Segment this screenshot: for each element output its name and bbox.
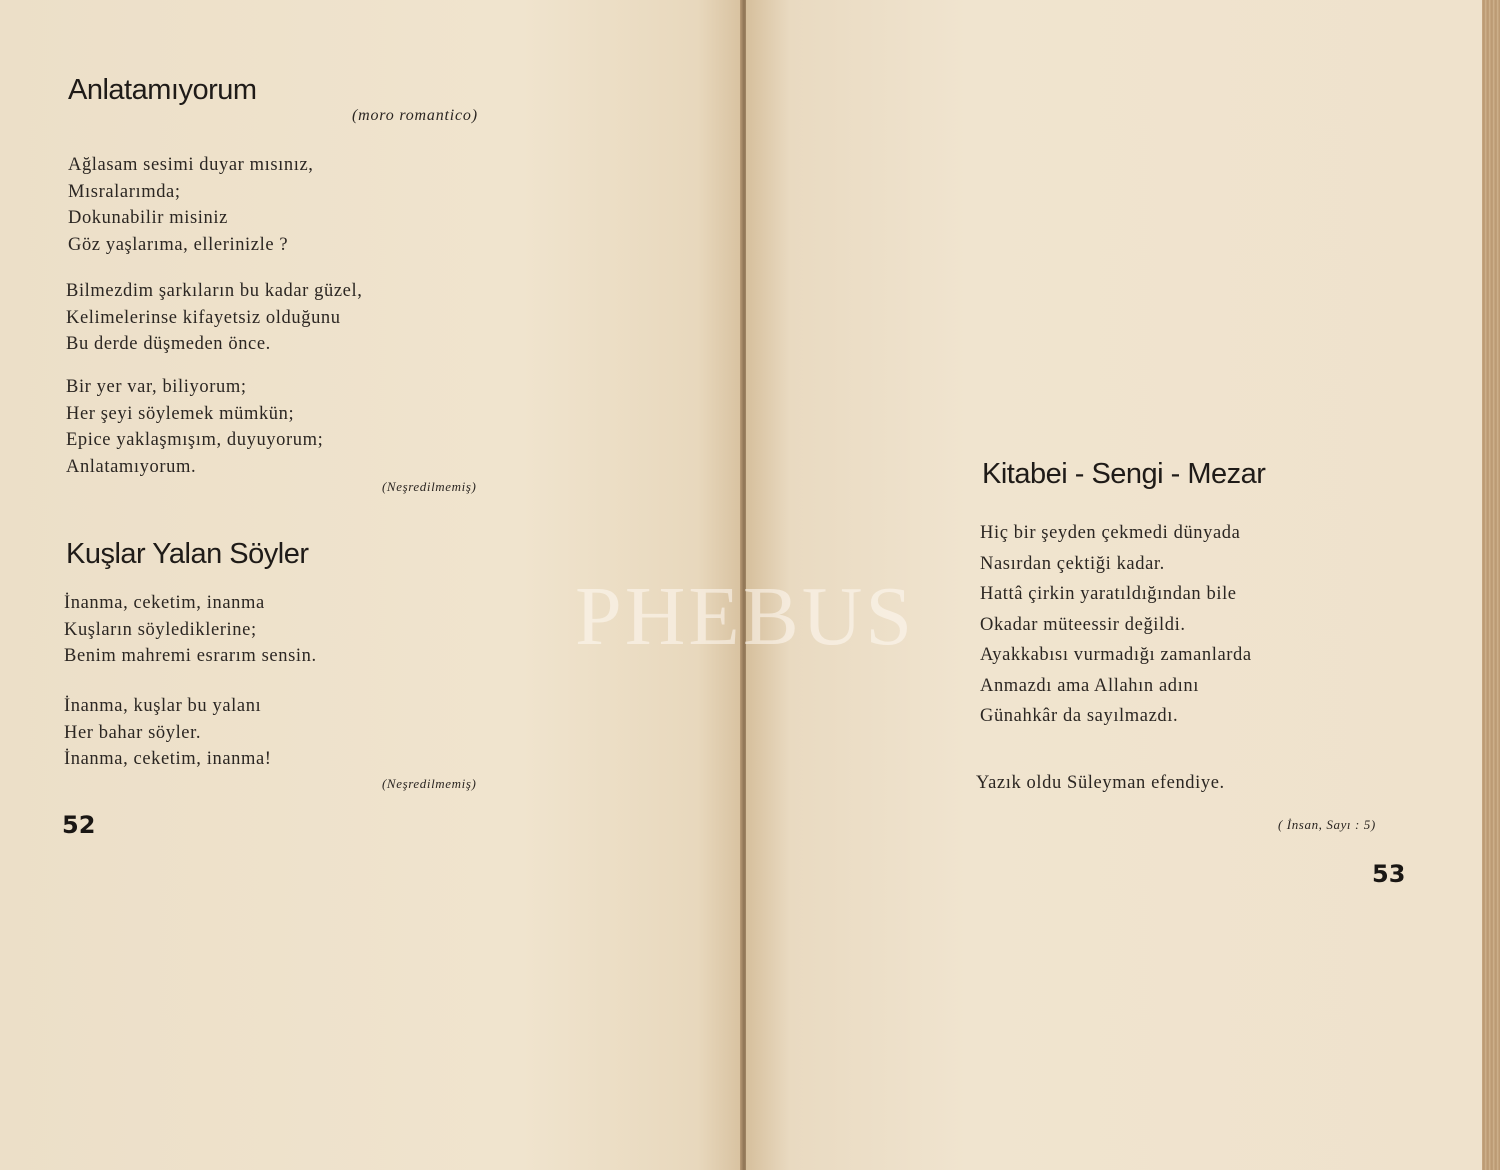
verse-line: Bu derde düşmeden önce. (66, 334, 271, 354)
verse-line: Anlatamıyorum. (66, 456, 197, 477)
stanza (980, 518, 1252, 732)
stanza (976, 770, 1225, 797)
verse-line: İnanma, kuşlar bu yalanı (64, 696, 262, 716)
poem-subtitle: (moro romantico) (352, 107, 478, 124)
verse-line: Nasırdan çektiği kadar. (980, 553, 1165, 574)
verse-line: Mısralarımda; (68, 181, 181, 202)
verse-line: Epice yaklaşmışım, duyuyorum; (66, 430, 324, 450)
verse-line: Her şeyi söylemek mümkün; (66, 403, 295, 424)
verse-line: Ayakkabısı vurmadığı zamanlarda (980, 645, 1252, 665)
publication-note: (Neşredilmemiş) (382, 479, 477, 494)
page-number: 52 (62, 811, 96, 839)
verse-line: Günahkâr da sayılmazdı. (980, 706, 1179, 726)
verse-line: Her bahar söyler. (64, 722, 202, 743)
poem-title-kitabei-sengi-mezar: Kitabei - Sengi - Mezar (982, 458, 1266, 490)
verse-line: Kelimelerinse kifayetsiz olduğunu (66, 307, 341, 328)
publication-note: ( İnsan, Sayı : 5) (1278, 817, 1376, 832)
page-edges (1482, 0, 1500, 1170)
verse-line: Hattâ çirkin yaratıldığından bile (980, 584, 1237, 604)
page-number: 53 (1372, 860, 1406, 888)
verse-line: Okadar müteessir değildi. (980, 614, 1186, 635)
publication-note: (Neşredilmemiş) (382, 776, 477, 791)
watermark: PHEBUS (575, 570, 916, 663)
stanza (64, 590, 317, 670)
verse-line: Göz yaşlarıma, ellerinizle ? (68, 234, 289, 255)
verse-line: Bilmezdim şarkıların bu kadar güzel, (66, 281, 363, 301)
verse-line: Kuşların söylediklerine; (64, 619, 257, 640)
verse-line: Benim mahremi esrarım sensin. (64, 646, 317, 666)
verse-line: Dokunabilir misiniz (68, 208, 228, 228)
stanza (68, 152, 314, 258)
verse-line: Bir yer var, biliyorum; (66, 377, 247, 397)
verse-line: Anmazdı ama Allahın adını (980, 675, 1199, 696)
poem-title-kuslar-yalan-soyler: Kuşlar Yalan Söyler (66, 538, 309, 570)
stanza (66, 278, 362, 358)
verse-line: İnanma, ceketim, inanma (64, 593, 265, 613)
stanza (64, 693, 272, 773)
verse-line: Hiç bir şeyden çekmedi dünyada (980, 523, 1241, 543)
poem-title-anlatamiyorum: Anlatamıyorum (68, 74, 257, 106)
stanza (66, 374, 323, 480)
verse-line: Ağlasam sesimi duyar mısınız, (68, 155, 314, 175)
verse-line: İnanma, ceketim, inanma! (64, 749, 272, 769)
verse-line: Yazık oldu Süleyman efendiye. (976, 773, 1225, 793)
